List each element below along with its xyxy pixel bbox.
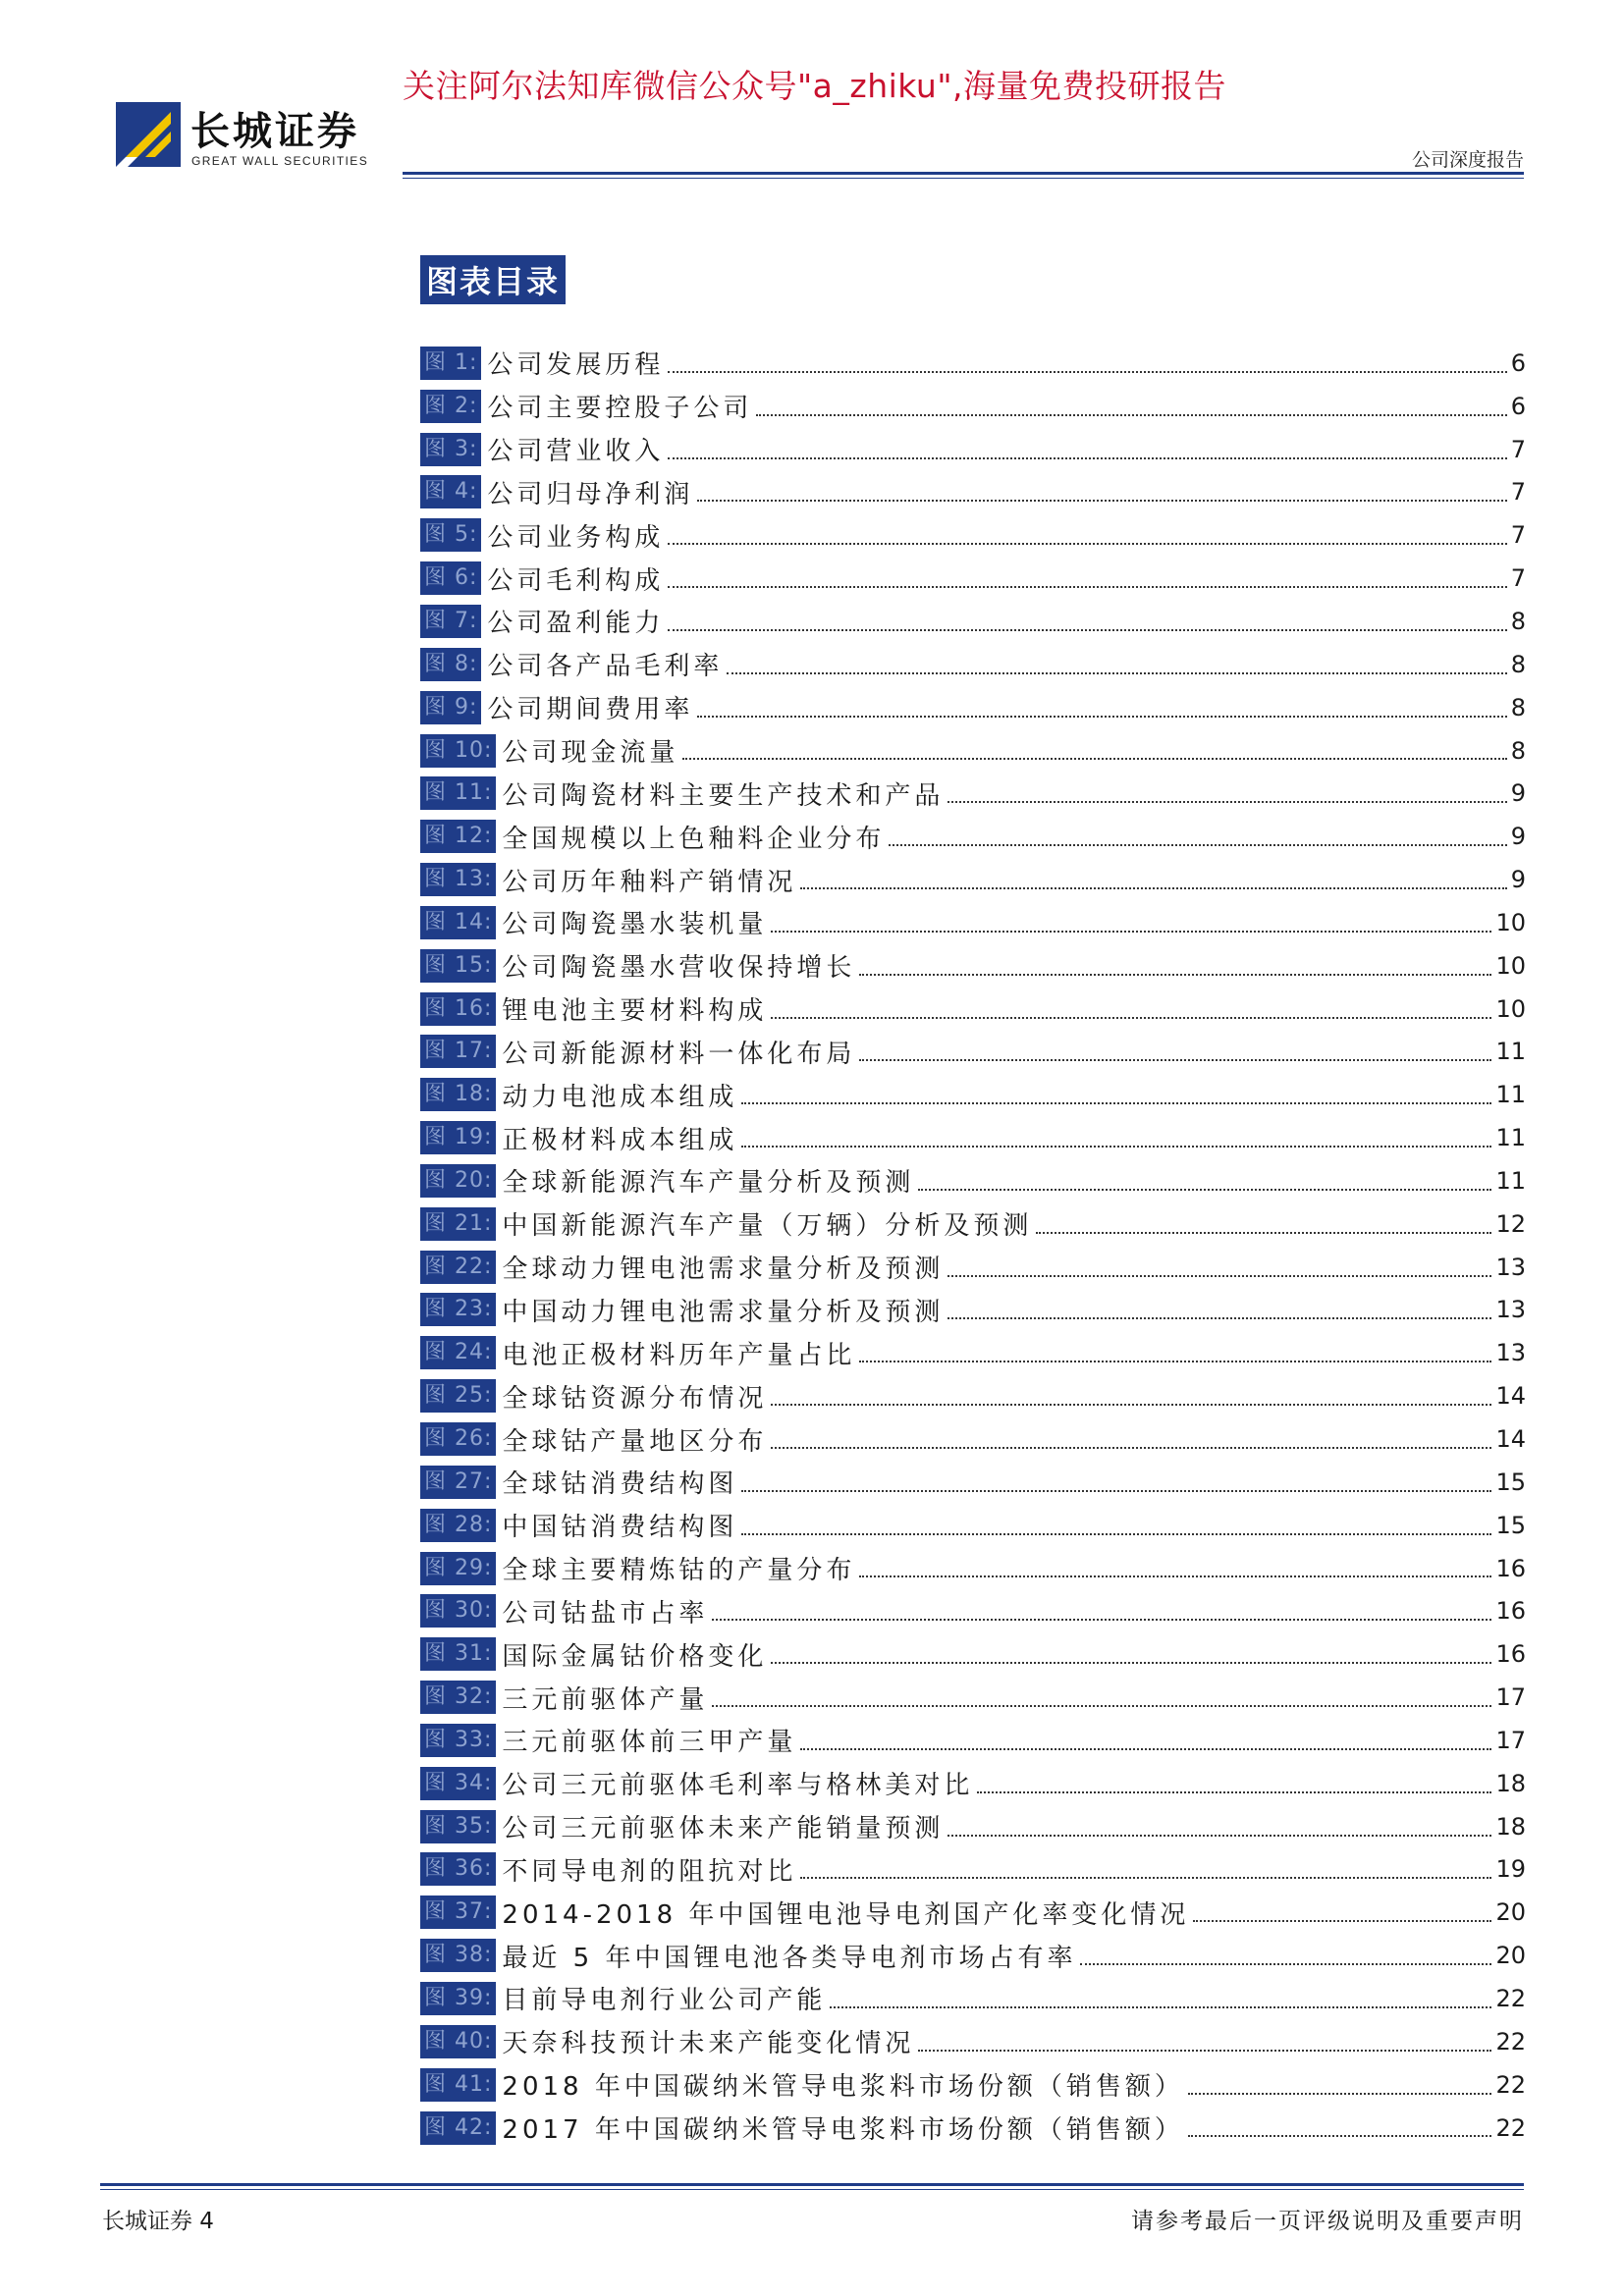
toc-figure-number: 图 2: [420, 390, 481, 423]
toc-entry[interactable] [420, 1331, 1526, 1374]
toc-entry[interactable] [420, 901, 1526, 944]
toc-dot-leader [830, 2006, 1491, 2008]
toc-dot-leader [771, 1447, 1491, 1449]
toc-figure-number: 图 38: [420, 1939, 496, 1972]
toc-dot-leader [947, 1835, 1491, 1837]
toc-entry[interactable] [420, 1805, 1526, 1848]
toc-dot-leader [668, 543, 1506, 545]
toc-dot-leader [859, 974, 1491, 976]
toc-entry[interactable] [420, 1374, 1526, 1417]
toc-dot-leader [859, 1575, 1491, 1577]
toc-figure-number: 图 42: [420, 2111, 496, 2145]
toc-figure-title: 公司各产品毛利率 [487, 652, 724, 682]
toc-page-number: 17 [1495, 1683, 1526, 1712]
toc-figure-number: 图 29: [420, 1552, 496, 1585]
toc-figure-title: 公司盈利能力 [487, 609, 665, 639]
toc-dot-leader [771, 1404, 1491, 1406]
toc-figure-title: 全球钴资源分布情况 [502, 1383, 768, 1414]
toc-dot-leader [697, 500, 1506, 502]
toc-figure-title: 电池正极材料历年产量占比 [502, 1340, 856, 1370]
toc-figure-number: 图 18: [420, 1078, 496, 1111]
toc-page-number: 8 [1510, 736, 1526, 765]
toc-figure-number: 图 41: [420, 2068, 496, 2102]
toc-figure-title: 公司业务构成 [487, 522, 665, 553]
figure-table-of-contents [420, 342, 1526, 2149]
toc-figure-title: 2018 年中国碳纳米管导电浆料市场份额（销售额） [502, 2072, 1184, 2103]
toc-figure-title: 目前导电剂行业公司产能 [502, 1986, 827, 2016]
toc-dot-leader [918, 2050, 1491, 2052]
toc-page-number: 22 [1495, 2113, 1526, 2142]
toc-entry[interactable] [420, 1504, 1526, 1547]
toc-figure-title: 公司陶瓷墨水装机量 [502, 910, 768, 940]
toc-page-number: 22 [1495, 2027, 1526, 2056]
toc-figure-number: 图 23: [420, 1293, 496, 1326]
toc-figure-number: 图 26: [420, 1422, 496, 1456]
toc-entry[interactable] [420, 1289, 1526, 1332]
toc-figure-title: 全国规模以上色釉料企业分布 [502, 824, 886, 854]
toc-page-number: 15 [1495, 1468, 1526, 1496]
toc-dot-leader [859, 1059, 1491, 1061]
toc-figure-title: 公司主要控股子公司 [487, 394, 753, 424]
document-type-label: 公司深度报告 [1411, 149, 1524, 171]
toc-figure-title: 公司三元前驱体未来产能销量预测 [502, 1814, 945, 1844]
toc-entry[interactable] [420, 1461, 1526, 1504]
toc-figure-title: 公司现金流量 [502, 738, 679, 769]
toc-figure-number: 图 32: [420, 1681, 496, 1714]
toc-entry[interactable] [420, 600, 1526, 643]
toc-dot-leader [859, 1361, 1491, 1362]
toc-page-number: 11 [1495, 1124, 1526, 1152]
toc-figure-title: 国际金属钴价格变化 [502, 1641, 768, 1672]
toc-entry[interactable] [420, 1719, 1526, 1762]
toc-entry[interactable] [420, 858, 1526, 901]
toc-page-number: 8 [1510, 607, 1526, 635]
toc-entry[interactable] [420, 513, 1526, 557]
toc-dot-leader [682, 758, 1506, 760]
toc-page-number: 11 [1495, 1166, 1526, 1195]
toc-entry[interactable] [420, 1891, 1526, 1934]
toc-entry[interactable] [420, 1934, 1526, 1977]
logo-mark-icon [116, 102, 181, 167]
toc-page-number: 18 [1495, 1769, 1526, 1797]
toc-figure-number: 图 15: [420, 949, 496, 983]
toc-entry[interactable] [420, 1676, 1526, 1719]
toc-page-number: 17 [1495, 1726, 1526, 1754]
toc-figure-title: 公司陶瓷墨水营收保持增长 [502, 953, 856, 984]
toc-dot-leader [1188, 2093, 1492, 2095]
toc-dot-leader [697, 716, 1506, 718]
toc-figure-title: 公司期间费用率 [487, 695, 694, 725]
toc-figure-title: 全球主要精炼钴的产量分布 [502, 1556, 856, 1586]
toc-entry[interactable] [420, 1632, 1526, 1676]
toc-entry[interactable] [420, 1202, 1526, 1246]
toc-figure-title: 最近 5 年中国锂电池各类导电剂市场占有率 [502, 1943, 1077, 1973]
toc-page-number: 7 [1510, 478, 1526, 507]
toc-entry[interactable] [420, 944, 1526, 988]
toc-entry[interactable] [420, 1417, 1526, 1461]
toc-figure-number: 图 8: [420, 648, 481, 681]
toc-page-number: 22 [1495, 2070, 1526, 2099]
toc-dot-leader [771, 1662, 1491, 1664]
toc-page-number: 22 [1495, 1984, 1526, 2012]
toc-figure-number: 图 30: [420, 1594, 496, 1628]
footer-disclaimer: 请参考最后一页评级说明及重要声明 [1131, 2209, 1524, 2234]
toc-entry[interactable] [420, 2063, 1526, 2107]
toc-page-number: 7 [1510, 521, 1526, 550]
toc-page-number: 7 [1510, 435, 1526, 463]
toc-figure-number: 图 39: [420, 1982, 496, 2015]
toc-entry[interactable] [420, 1589, 1526, 1632]
toc-dot-leader [1193, 1920, 1491, 1922]
toc-dot-leader [947, 801, 1506, 803]
toc-figure-title: 全球新能源汽车产量分析及预测 [502, 1168, 915, 1199]
toc-dot-leader [741, 1146, 1491, 1148]
toc-figure-title: 公司历年釉料产销情况 [502, 867, 797, 897]
toc-page-number: 20 [1495, 1898, 1526, 1927]
toc-page-number: 14 [1495, 1425, 1526, 1454]
toc-figure-number: 图 10: [420, 734, 496, 768]
section-title: 图表目录 [420, 255, 566, 304]
toc-page-number: 6 [1510, 392, 1526, 420]
toc-figure-title: 公司三元前驱体毛利率与格林美对比 [502, 1771, 974, 1801]
toc-page-number: 7 [1510, 564, 1526, 593]
toc-page-number: 10 [1495, 908, 1526, 936]
toc-figure-title: 公司发展历程 [487, 350, 665, 381]
toc-entry[interactable] [420, 1031, 1526, 1074]
logo-chinese-name: 长城证券 [190, 108, 359, 154]
toc-page-number: 15 [1495, 1511, 1526, 1539]
toc-figure-number: 图 12: [420, 820, 496, 853]
toc-figure-number: 图 3: [420, 433, 481, 466]
toc-figure-title: 不同导电剂的阻抗对比 [502, 1856, 797, 1887]
toc-dot-leader [756, 414, 1506, 416]
toc-page-number: 19 [1495, 1855, 1526, 1884]
footer-page-label: 长城证券 4 [102, 2209, 214, 2234]
company-logo [116, 102, 391, 171]
toc-entry[interactable] [420, 2107, 1526, 2150]
toc-figure-title: 中国动力锂电池需求量分析及预测 [502, 1297, 945, 1327]
toc-figure-number: 图 9: [420, 691, 481, 724]
toc-entry[interactable] [420, 772, 1526, 815]
toc-figure-number: 图 5: [420, 518, 481, 552]
toc-entry[interactable] [420, 2020, 1526, 2063]
toc-figure-number: 图 7: [420, 605, 481, 638]
toc-dot-leader [947, 1275, 1491, 1277]
toc-dot-leader [668, 629, 1506, 631]
toc-figure-title: 正极材料成本组成 [502, 1125, 738, 1155]
toc-figure-number: 图 13: [420, 863, 496, 896]
toc-page-number: 13 [1495, 1296, 1526, 1324]
toc-dot-leader [1036, 1232, 1491, 1234]
toc-figure-number: 图 1: [420, 347, 481, 380]
toc-dot-leader [800, 1877, 1491, 1879]
toc-dot-leader [1188, 2135, 1492, 2137]
toc-page-number: 14 [1495, 1382, 1526, 1411]
toc-figure-number: 图 33: [420, 1724, 496, 1757]
toc-figure-number: 图 36: [420, 1852, 496, 1886]
toc-page-number: 18 [1495, 1812, 1526, 1841]
toc-figure-title: 中国新能源汽车产量（万辆）分析及预测 [502, 1211, 1033, 1242]
toc-dot-leader [668, 371, 1506, 373]
toc-dot-leader [668, 457, 1506, 459]
toc-entry[interactable] [420, 1547, 1526, 1590]
toc-figure-number: 图 40: [420, 2025, 496, 2058]
toc-figure-number: 图 22: [420, 1251, 496, 1284]
toc-figure-title: 动力电池成本组成 [502, 1082, 738, 1112]
toc-page-number: 8 [1510, 693, 1526, 721]
toc-entry[interactable] [420, 815, 1526, 858]
toc-entry[interactable] [420, 1116, 1526, 1159]
toc-page-number: 13 [1495, 1253, 1526, 1281]
toc-figure-title: 公司营业收入 [487, 437, 665, 467]
toc-figure-number: 图 16: [420, 992, 496, 1026]
toc-figure-number: 图 24: [420, 1336, 496, 1369]
toc-entry[interactable] [420, 342, 1526, 385]
toc-page-number: 16 [1495, 1597, 1526, 1626]
toc-figure-title: 全球动力锂电池需求量分析及预测 [502, 1255, 945, 1285]
toc-entry[interactable] [420, 385, 1526, 428]
toc-figure-number: 图 21: [420, 1207, 496, 1241]
toc-dot-leader [741, 1533, 1491, 1535]
toc-figure-title: 中国钴消费结构图 [502, 1513, 738, 1543]
toc-dot-leader [741, 1490, 1491, 1492]
toc-figure-title: 全球钴消费结构图 [502, 1469, 738, 1500]
toc-page-number: 10 [1495, 994, 1526, 1023]
toc-entry[interactable] [420, 1159, 1526, 1202]
toc-entry[interactable] [420, 1246, 1526, 1289]
toc-entry[interactable] [420, 1762, 1526, 1805]
toc-page-number: 11 [1495, 1038, 1526, 1066]
toc-figure-number: 图 35: [420, 1810, 496, 1843]
toc-figure-number: 图 31: [420, 1637, 496, 1671]
toc-figure-number: 图 25: [420, 1379, 496, 1413]
toc-figure-number: 图 11: [420, 776, 496, 810]
toc-figure-title: 锂电池主要材料构成 [502, 996, 768, 1027]
toc-dot-leader [1080, 1963, 1491, 1965]
logo-english-name: GREAT WALL SECURITIES [191, 154, 369, 168]
toc-figure-number: 图 27: [420, 1466, 496, 1499]
toc-page-number: 10 [1495, 951, 1526, 980]
toc-entry[interactable] [420, 988, 1526, 1031]
toc-figure-title: 全球钴产量地区分布 [502, 1426, 768, 1457]
toc-page-number: 11 [1495, 1081, 1526, 1109]
toc-dot-leader [668, 586, 1506, 588]
toc-page-number: 9 [1510, 779, 1526, 808]
toc-dot-leader [712, 1705, 1491, 1707]
toc-figure-number: 图 20: [420, 1164, 496, 1198]
toc-figure-title: 公司陶瓷材料主要生产技术和产品 [502, 780, 945, 811]
toc-dot-leader [800, 887, 1506, 889]
toc-page-number: 12 [1495, 1209, 1526, 1238]
toc-page-number: 9 [1510, 866, 1526, 894]
toc-figure-title: 公司毛利构成 [487, 565, 665, 596]
toc-entry[interactable] [420, 1977, 1526, 2020]
header-divider [403, 172, 1524, 175]
toc-figure-title: 公司钴盐市占率 [502, 1598, 709, 1629]
toc-entry[interactable] [420, 471, 1526, 514]
toc-figure-number: 图 28: [420, 1509, 496, 1542]
toc-dot-leader [918, 1189, 1491, 1191]
toc-page-number: 20 [1495, 1942, 1526, 1970]
toc-figure-number: 图 34: [420, 1767, 496, 1800]
toc-entry[interactable] [420, 557, 1526, 600]
toc-page-number: 9 [1510, 823, 1526, 851]
toc-dot-leader [977, 1791, 1491, 1793]
toc-entry[interactable] [420, 1073, 1526, 1116]
toc-figure-title: 天奈科技预计未来产能变化情况 [502, 2029, 915, 2059]
toc-entry[interactable] [420, 428, 1526, 471]
toc-page-number: 13 [1495, 1339, 1526, 1367]
toc-page-number: 8 [1510, 650, 1526, 678]
toc-figure-number: 图 4: [420, 475, 481, 508]
toc-dot-leader [727, 672, 1506, 674]
footer-divider [100, 2183, 1524, 2186]
toc-figure-number: 图 17: [420, 1035, 496, 1068]
toc-dot-leader [712, 1619, 1491, 1621]
toc-page-number: 16 [1495, 1554, 1526, 1582]
toc-dot-leader [771, 931, 1491, 933]
toc-entry[interactable] [420, 686, 1526, 729]
toc-figure-number: 图 19: [420, 1121, 496, 1154]
toc-dot-leader [889, 844, 1506, 846]
toc-page-number: 6 [1510, 348, 1526, 377]
toc-figure-title: 三元前驱体前三甲产量 [502, 1728, 797, 1758]
toc-dot-leader [741, 1102, 1491, 1104]
toc-figure-number: 图 14: [420, 906, 496, 939]
promo-banner: 关注阿尔法知库微信公众号"a_zhiku",海量免费投研报告 [403, 67, 1226, 105]
toc-page-number: 16 [1495, 1640, 1526, 1669]
footer-divider-thin [100, 2189, 1524, 2190]
toc-figure-title: 公司归母净利润 [487, 479, 694, 509]
toc-entry[interactable] [420, 1848, 1526, 1892]
toc-figure-number: 图 6: [420, 561, 481, 595]
toc-figure-title: 2014-2018 年中国锂电池导电剂国产化率变化情况 [502, 1899, 1190, 1930]
toc-entry[interactable] [420, 729, 1526, 773]
toc-entry[interactable] [420, 643, 1526, 686]
header-divider-thin [403, 178, 1524, 179]
toc-figure-title: 三元前驱体产量 [502, 1684, 709, 1715]
toc-figure-number: 图 37: [420, 1896, 496, 1929]
toc-dot-leader [947, 1317, 1491, 1319]
toc-dot-leader [771, 1017, 1491, 1019]
toc-figure-title: 公司新能源材料一体化布局 [502, 1039, 856, 1069]
toc-dot-leader [800, 1748, 1491, 1750]
toc-figure-title: 2017 年中国碳纳米管导电浆料市场份额（销售额） [502, 2115, 1184, 2146]
